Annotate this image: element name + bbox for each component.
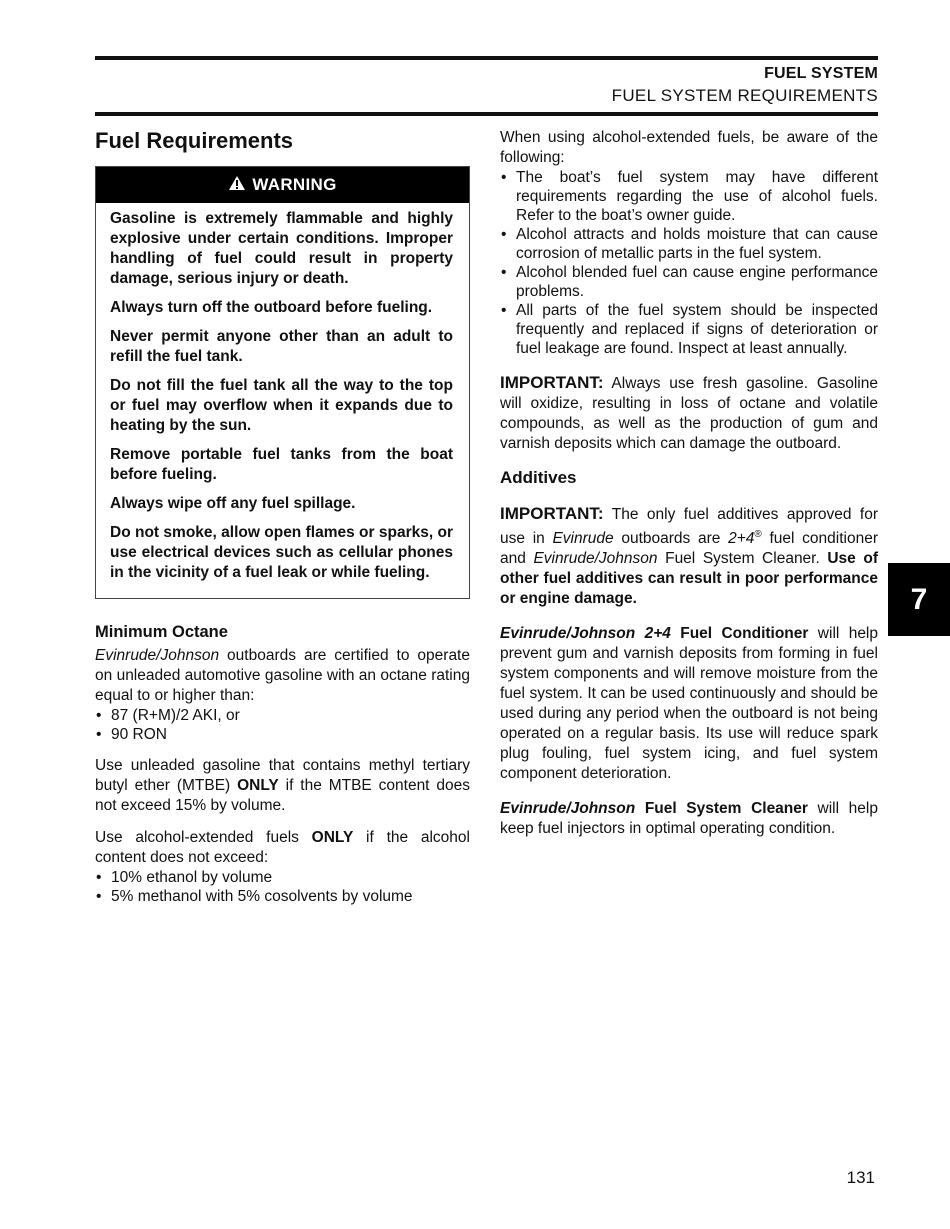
alcohol-text-end: if the alcohol content does not exceed: (95, 829, 470, 866)
alcohol-paragraph (95, 828, 470, 868)
list-item: • Alcohol blended fuel can cause engine performance problems. (500, 263, 878, 301)
brand-name: Evinrude/Johnson (500, 800, 636, 818)
warning-item: Remove portable fuel tanks from the boat before fueling. (110, 446, 453, 483)
list-item: • 90 RON (95, 725, 470, 744)
emphasis-only: ONLY (237, 777, 279, 794)
text-span: fuel conditioner and (500, 530, 879, 568)
alcohol-notes-list (500, 168, 878, 358)
additives-heading: Additives (500, 468, 577, 487)
alcohol-text: Use alcohol-extended fuels (95, 829, 312, 846)
list-item: • 10% ethanol by volume (95, 868, 470, 887)
page-title: Fuel Requirements (95, 128, 294, 153)
warning-item: Do not fill the fuel tank all the way to the top or fuel may overflow when it expands due to heating by the sun. (110, 377, 453, 434)
warning-body (96, 203, 469, 598)
important-additives (500, 504, 878, 609)
warning-triangle-icon (228, 175, 246, 196)
page-number: 131 (846, 1168, 875, 1187)
registered-mark: ® (754, 529, 762, 540)
header-rule-bottom (95, 112, 878, 116)
header-rule-top (95, 56, 878, 60)
alcohol-limits-list (95, 868, 470, 906)
list-item: • All parts of the fuel system should be inspected frequently and replaced if signs of deterioration or fuel leakage are found. Inspect at least annually. (500, 301, 878, 358)
brand-name: Evinrude/Johnson 2+4 (500, 625, 671, 643)
right-column (500, 128, 878, 839)
list-item: • 5% methanol with 5% cosolvents by volume (95, 887, 470, 906)
octane-list (95, 706, 470, 744)
fuel-conditioner-paragraph (500, 624, 878, 784)
important-label: IMPORTANT: (500, 373, 604, 392)
mtbe-text: Use unleaded gasoline that contains methyl tertiary butyl ether (MTBE) (95, 757, 470, 794)
product-name: 2+4 (728, 530, 755, 548)
important-label: IMPORTANT: (500, 504, 604, 523)
warning-header (96, 167, 469, 203)
mtbe-paragraph (95, 756, 470, 816)
warning-item: Never permit anyone other than an adult to refill the fuel tank. (110, 328, 453, 365)
warning-item: Always turn off the outboard before fueling. (110, 299, 433, 316)
warning-label: WARNING (252, 175, 337, 194)
octane-intro-text: outboards are certified to operate on unleaded automotive gasoline with an octane rating equal to or higher than: (95, 647, 470, 704)
warning-box (95, 166, 470, 599)
octane-intro (95, 646, 470, 706)
emphasis-only: ONLY (311, 829, 354, 846)
important-fresh-gasoline (500, 373, 878, 454)
brand-name: Evinrude/Johnson (95, 647, 220, 664)
product-name: Fuel System Cleaner (635, 800, 808, 818)
product-name: Fuel Conditioner (670, 625, 809, 643)
chapter-tab: 7 (888, 563, 950, 636)
warning-item: Do not smoke, allow open flames or sparks, or use electrical devices such as cellular phones in the vicinity of a fuel leak or while fueling. (110, 524, 453, 581)
left-column (95, 128, 470, 906)
text-span: The only fuel additives approved for use in (500, 506, 878, 548)
text-span: will help keep fuel injectors in optimal operating condition. (500, 800, 878, 838)
minimum-octane-heading: Minimum Octane (95, 623, 228, 641)
text-span: will help prevent gum and varnish deposits from forming in fuel system components and will remove moisture from the fuel system. It can be used continuously and should be used during any period when the outboard is not being operated on a regular basis. Its use will reduce spark plug fouling, fuel system icing, and fuel system component deterioration. (500, 625, 878, 783)
text-span: Fuel System Cleaner. (657, 550, 828, 568)
text-span: outboards are (613, 530, 729, 548)
list-item: • The boat’s fuel system may have different requirements regarding the use of alcohol fuels. Refer to the boat’s owner guide. (500, 168, 878, 225)
important-text: Always use fresh gasoline. Gasoline will oxidize, resulting in loss of octane and volatile compounds, as well as the production of gum and varnish deposits which can damage the outboard. (500, 375, 878, 452)
alcohol-intro: When using alcohol-extended fuels, be aware of the following: (500, 129, 878, 166)
list-item: • Alcohol attracts and holds moisture that can cause corrosion of metallic parts in the fuel system. (500, 225, 878, 263)
list-item: • 87 (R+M)/2 AKI, or (95, 706, 470, 725)
fuel-cleaner-paragraph (500, 799, 878, 839)
warning-item: Always wipe off any fuel spillage. (110, 495, 356, 512)
warning-item: Gasoline is extremely flammable and highly explosive under certain conditions. Improper handling of fuel could result in property damage, serious injury or death. (110, 210, 453, 287)
section-title: FUEL SYSTEM (764, 65, 878, 82)
brand-name: Evinrude/Johnson (533, 550, 658, 568)
mtbe-text-end: if the MTBE content does not exceed 15% by volume. (95, 777, 470, 814)
subsection-title: FUEL SYSTEM REQUIREMENTS (611, 86, 878, 105)
brand-name: Evinrude (552, 530, 614, 548)
bold-warning-text: Use of other fuel additives can result in poor performance or engine damage. (500, 550, 878, 608)
